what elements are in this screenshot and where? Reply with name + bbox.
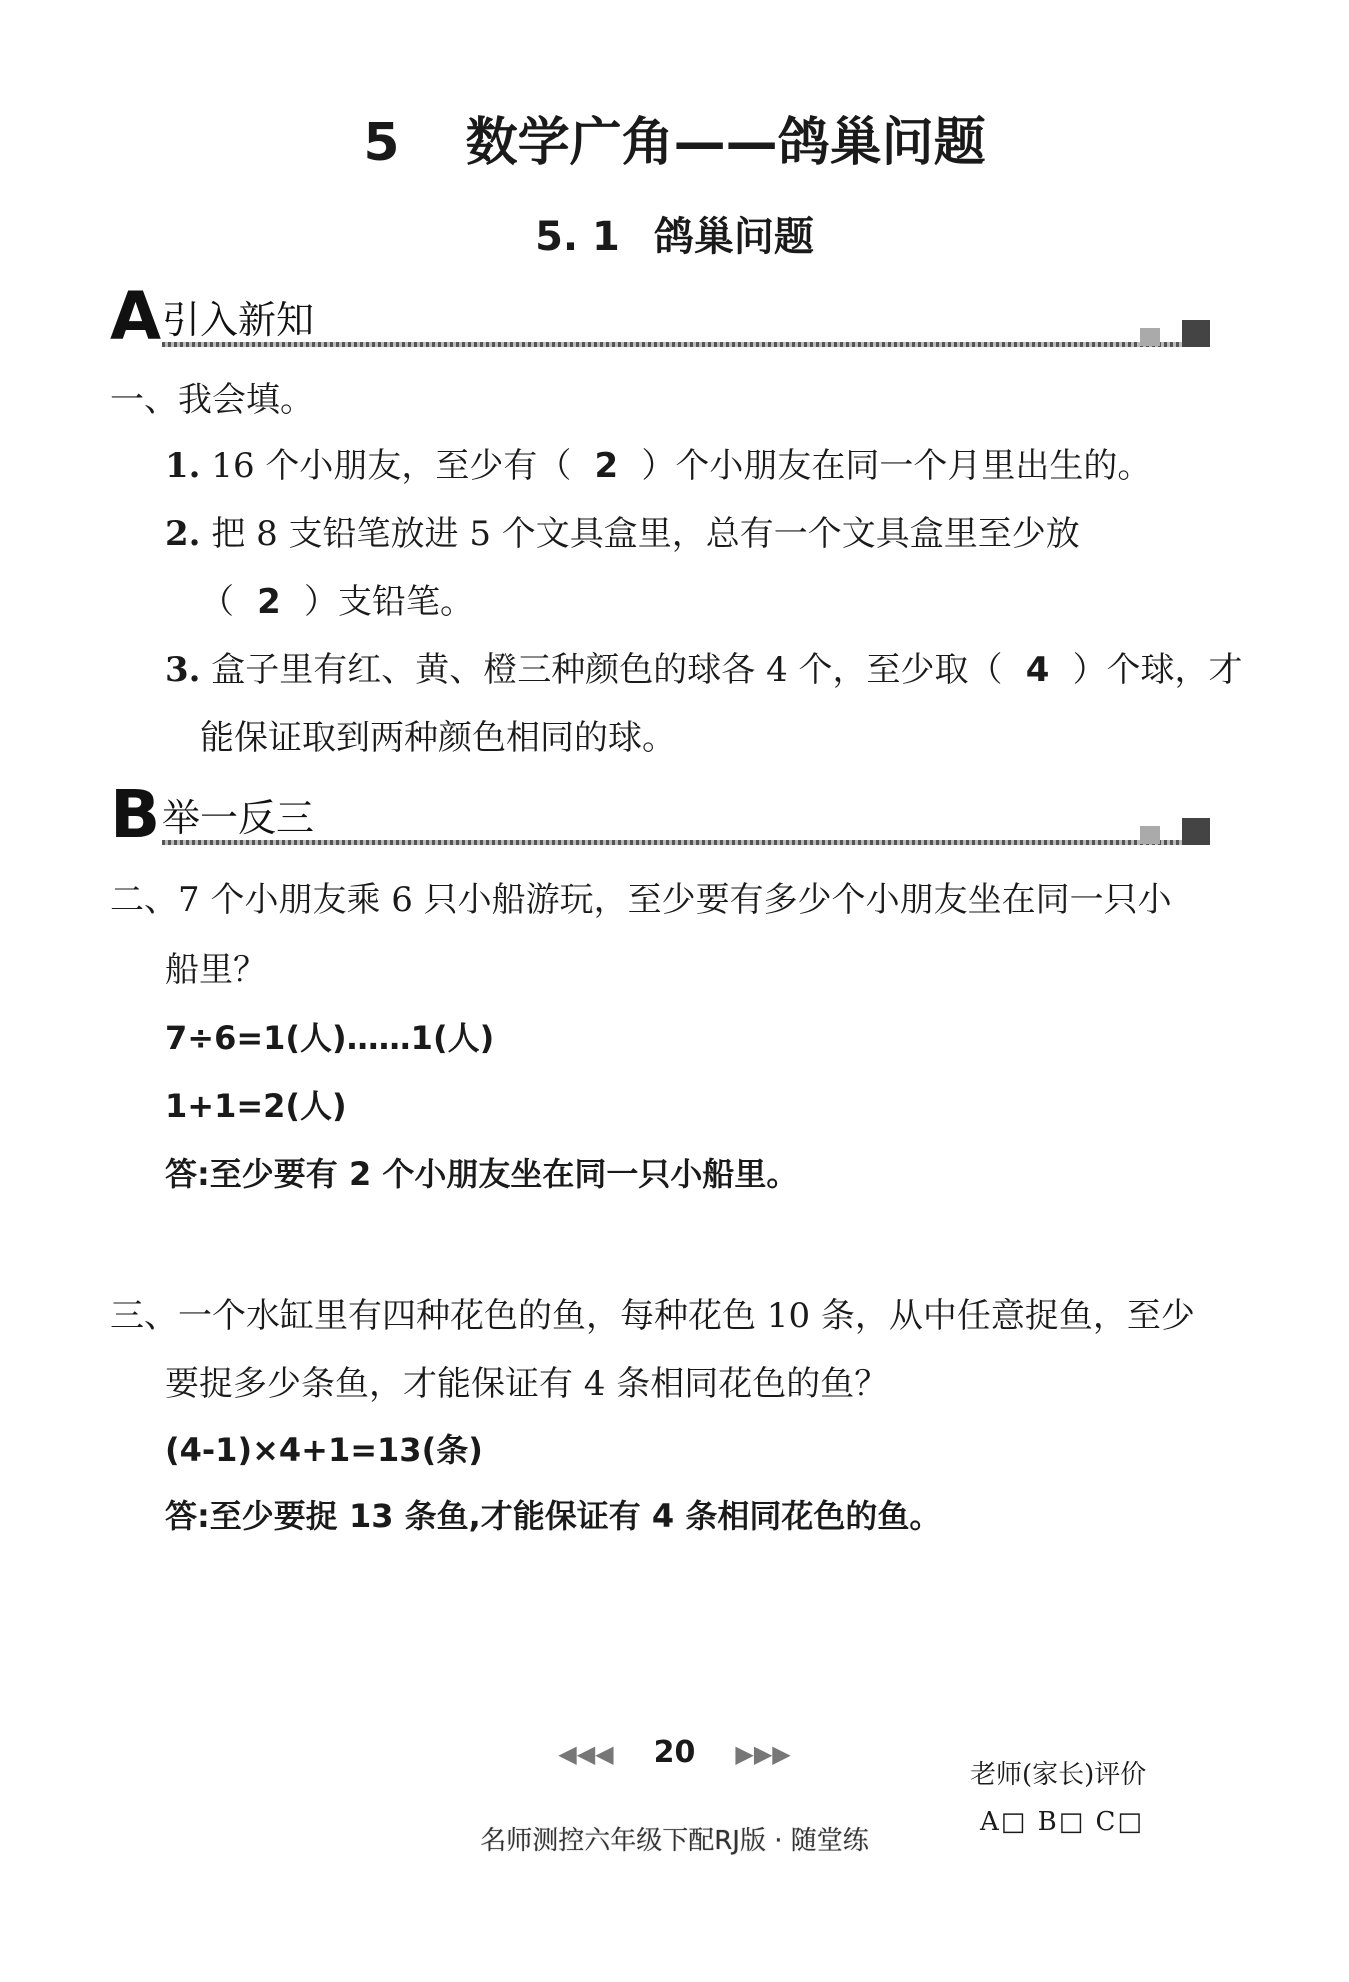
part3-answer: 答:至少要捉 13 条鱼,才能保证有 4 条相同花色的鱼。 bbox=[165, 1497, 942, 1535]
band-divider bbox=[162, 342, 1210, 347]
page-number bbox=[0, 1735, 1349, 1770]
part1-heading: 一、我会填。 bbox=[110, 380, 314, 420]
question-2-line2 bbox=[200, 580, 474, 624]
answer-blank: 2 bbox=[257, 582, 281, 622]
question-1 bbox=[165, 444, 1151, 488]
part2-question-line2: 船里？ bbox=[165, 950, 267, 990]
band-square-light bbox=[1140, 328, 1160, 346]
part3-work-step1: (4-1)×4+1=13(条) bbox=[165, 1431, 483, 1469]
part2-question-line1: 二、7 个小朋友乘 6 只小船游玩，至少要有多少个小朋友坐在同一只小 bbox=[110, 880, 1172, 920]
section-title bbox=[0, 205, 1349, 262]
chapter-title bbox=[0, 100, 1349, 175]
chapter-title-text: 数学广角——鸽巢问题 bbox=[465, 113, 986, 173]
part3-question-line1: 三、一个水缸里有四种花色的鱼，每种花色 10 条，从中任意捉鱼，至少 bbox=[110, 1296, 1195, 1336]
question-number: 2. bbox=[165, 514, 201, 554]
band-letter-a: A bbox=[110, 278, 162, 355]
band-divider bbox=[162, 840, 1210, 845]
evaluation-label: 老师(家长)评价 bbox=[970, 1760, 1147, 1790]
evaluation-grades: A□ B□ C□ bbox=[980, 1807, 1145, 1837]
question-text: 盒子里有红、黄、橙三种颜色的球各 4 个，至少取（ bbox=[211, 650, 1003, 690]
left-arrows-icon: ◀◀◀ bbox=[558, 1740, 614, 1768]
section-band-b bbox=[110, 776, 1210, 853]
band-label-b: 举一反三 bbox=[162, 796, 315, 840]
part2-work-step2: 1+1=2(人) bbox=[165, 1087, 347, 1125]
question-2 bbox=[165, 512, 1080, 556]
section-title-text: 鸽巢问题 bbox=[653, 214, 814, 260]
book-title: 名师测控六年级下配RJ版 · 随堂练 bbox=[480, 1826, 869, 1856]
section-band-a bbox=[110, 278, 1210, 355]
question-3 bbox=[165, 648, 1243, 692]
part2-answer: 答:至少要有 2 个小朋友坐在同一只小船里。 bbox=[165, 1155, 799, 1193]
chapter-number: 5 bbox=[363, 113, 400, 173]
question-text: ）个小朋友在同一个月里出生的。 bbox=[641, 446, 1152, 486]
question-text: ）个球，才 bbox=[1072, 650, 1243, 690]
answer-blank: 4 bbox=[1025, 650, 1050, 690]
right-arrows-icon: ▶▶▶ bbox=[735, 1740, 791, 1768]
band-label-a: 引入新知 bbox=[162, 298, 315, 342]
answer-blank: 2 bbox=[594, 446, 619, 486]
band-square-light bbox=[1140, 826, 1160, 844]
band-square-dark bbox=[1182, 320, 1210, 347]
question-text: 16 个小朋友，至少有（ bbox=[211, 446, 572, 486]
question-text: （ bbox=[200, 582, 234, 622]
page-number-text: 20 bbox=[653, 1735, 696, 1770]
band-square-dark bbox=[1182, 818, 1210, 845]
question-3-line2: 能保证取到两种颜色相同的球。 bbox=[200, 718, 676, 758]
band-letter-b: B bbox=[110, 776, 161, 853]
question-text: 把 8 支铅笔放进 5 个文具盒里，总有一个文具盒里至少放 bbox=[211, 514, 1080, 554]
question-number: 1. bbox=[165, 446, 201, 486]
section-number: 5. 1 bbox=[535, 214, 620, 260]
part3-question-line2: 要捉多少条鱼，才能保证有 4 条相同花色的鱼？ bbox=[165, 1364, 889, 1404]
question-text: ）支铅笔。 bbox=[304, 582, 474, 622]
part2-work-step1: 7÷6=1(人)……1(人) bbox=[165, 1019, 495, 1057]
question-number: 3. bbox=[165, 650, 201, 690]
